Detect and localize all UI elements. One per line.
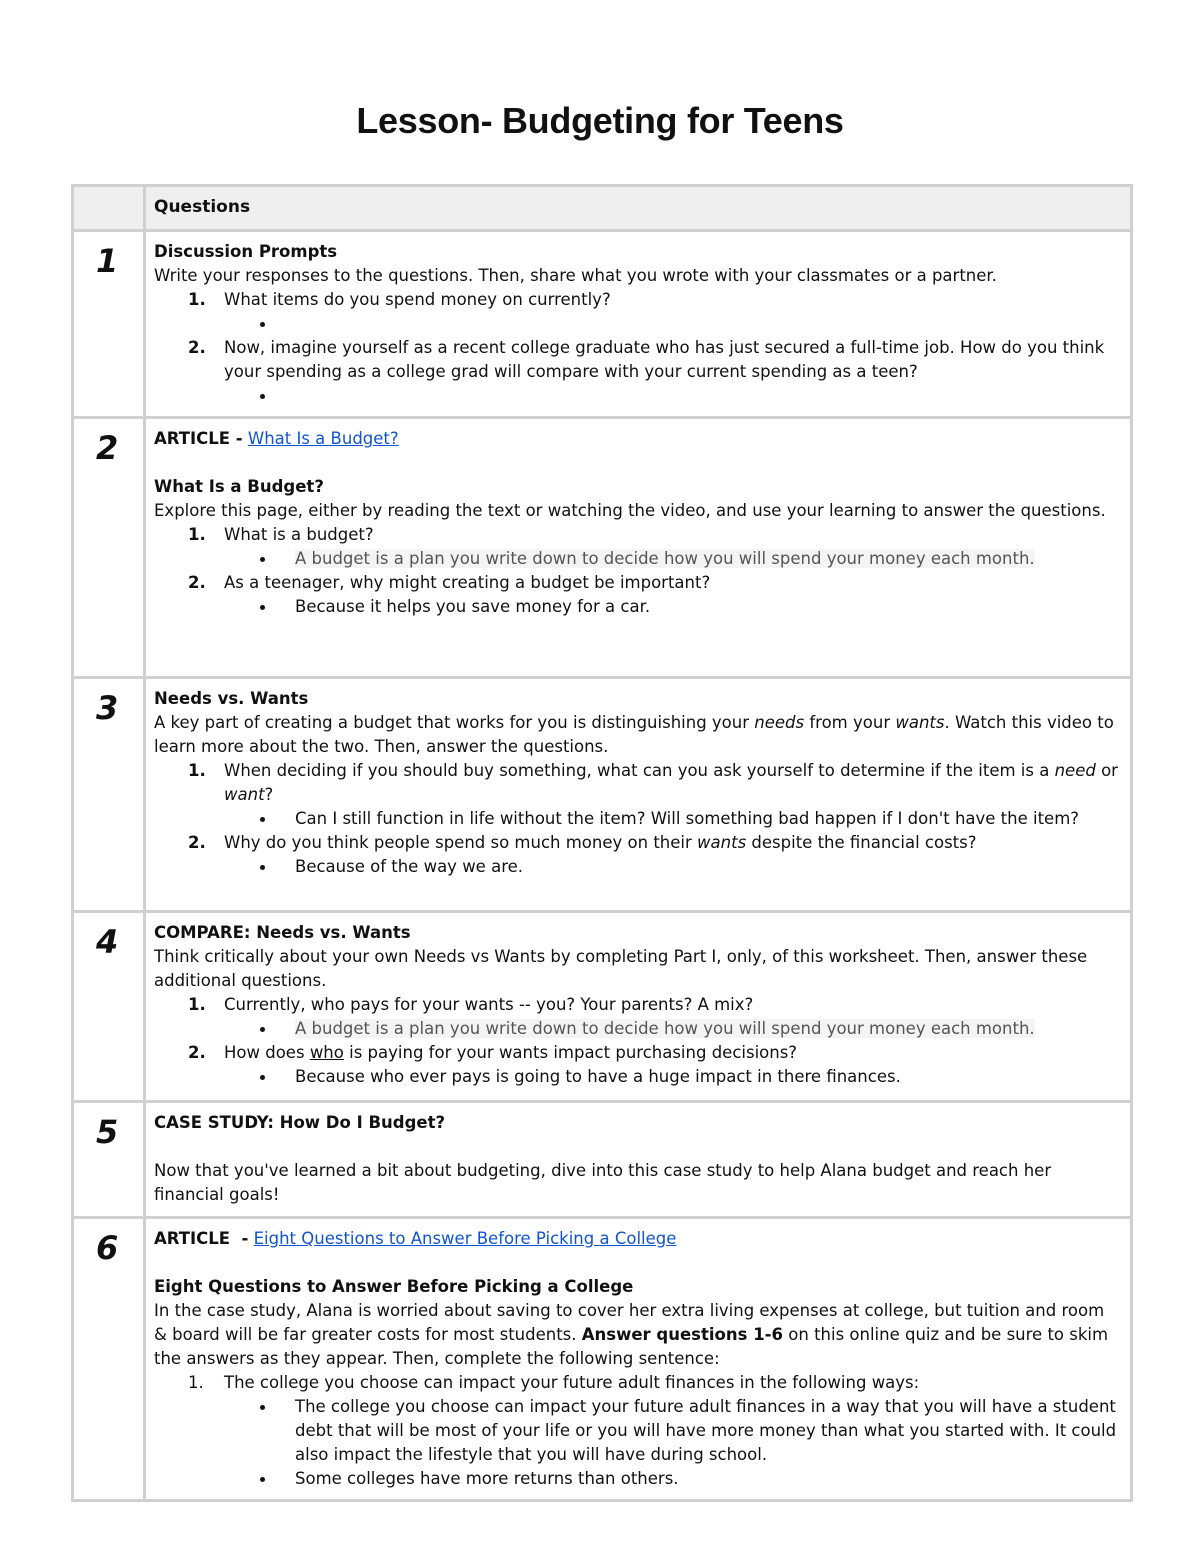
answer-text: Because of the way we are.: [295, 857, 524, 876]
row-content-cell: [145, 912, 1132, 1102]
page-title: Lesson- Budgeting for Teens: [356, 100, 844, 141]
header-number-cell: [73, 186, 145, 231]
section-intro: Think critically about your own Needs vs Wants by completing Part I, only, of this worksheet. Then, answer these additional questions.: [154, 947, 1088, 990]
row-number: 5: [96, 1113, 119, 1151]
answer-list: [224, 547, 1118, 571]
question-text: Why do you think people spend so much money on their wants despite the financial costs?: [224, 833, 977, 852]
table-header-row: [73, 186, 1132, 231]
row-content-cell: [145, 231, 1132, 418]
row-number: 6: [96, 1229, 119, 1267]
row-number-cell: [73, 1218, 145, 1501]
answer-text: Some colleges have more returns than others.: [295, 1469, 679, 1488]
question-item: 2. How does who is paying for your wants impact purchasing decisions? Because who ever pays is going to have a huge impact in there finances.: [154, 1041, 1118, 1089]
question-text: Currently, who pays for your wants -- you? Your parents? A mix?: [224, 995, 754, 1014]
question-text: Now, imagine yourself as a recent college graduate who has just secured a full-time job. How do you think your spending as a college grad will compare with your current spending as a teen?: [224, 338, 1105, 381]
row-content-cell: [145, 418, 1132, 678]
article-label: ARTICLE -: [154, 1229, 249, 1248]
answer-list: [224, 1395, 1118, 1491]
row-number: 2: [96, 429, 119, 467]
answer-list: [224, 807, 1118, 831]
question-text: What is a budget?: [224, 525, 374, 544]
lesson-table: [71, 184, 1133, 1502]
table-row: [73, 1218, 1132, 1501]
row-number-cell: [73, 418, 145, 678]
answer-list: [224, 595, 1118, 619]
question-text: What items do you spend money on currently?: [224, 290, 611, 309]
answer-list: [224, 1017, 1118, 1041]
table-row: [73, 418, 1132, 678]
question-item: 1. When deciding if you should buy something, what can you ask yourself to determine if the item is a need or want? Can I still function in life without the item? Will something bad happen if I don't have the item?: [154, 759, 1118, 831]
question-list: [154, 759, 1118, 879]
row-content-cell: [145, 1102, 1132, 1218]
row-number: 3: [96, 689, 119, 727]
section-heading: CASE STUDY: How Do I Budget?: [154, 1113, 446, 1132]
row-number-cell: [73, 678, 145, 912]
question-list: [154, 993, 1118, 1089]
answer-item[interactable]: [224, 807, 1118, 831]
section-heading: Discussion Prompts: [154, 242, 338, 261]
article-link[interactable]: What Is a Budget?: [247, 429, 399, 448]
question-list: [154, 1371, 1118, 1491]
answer-text: Because who ever pays is going to have a huge impact in there finances.: [295, 1067, 901, 1086]
section-heading: What Is a Budget?: [154, 477, 324, 496]
table-row: [73, 912, 1132, 1102]
answer-item[interactable]: [224, 1065, 1118, 1089]
answer-item[interactable]: [224, 1395, 1118, 1467]
answer-item[interactable]: [224, 595, 1118, 619]
answer-text: A budget is a plan you write down to decide how you will spend your money each month.: [295, 1019, 1035, 1038]
question-item: 1. What is a budget? A budget is a plan you write down to decide how you will spend your money each month.: [154, 523, 1118, 571]
answer-list: [224, 855, 1118, 879]
answer-item[interactable]: [224, 547, 1118, 571]
questions-header: Questions: [154, 197, 251, 217]
section-intro: Write your responses to the questions. Then, share what you wrote with your classmates or a partner.: [154, 266, 997, 285]
question-item: 2. As a teenager, why might creating a budget be important? Because it helps you save money for a car.: [154, 571, 1118, 619]
question-item: 2. Why do you think people spend so much money on their wants despite the financial costs? Because of the way we are.: [154, 831, 1118, 879]
answer-text: Can I still function in life without the item? Will something bad happen if I don't have the item?: [295, 809, 1080, 828]
answer-item[interactable]: [224, 312, 1118, 336]
article-label: ARTICLE -: [154, 429, 243, 448]
answer-list: [224, 384, 1118, 408]
row-number-cell: [73, 1102, 145, 1218]
question-item: 1. Currently, who pays for your wants -- you? Your parents? A mix? A budget is a plan you write down to decide how you will spend your money each month.: [154, 993, 1118, 1041]
table-row: [73, 1102, 1132, 1218]
table-row: [73, 231, 1132, 418]
answer-list: [224, 312, 1118, 336]
question-item: 1. The college you choose can impact your future adult finances in the following ways: The college you choose can impact your future adult finances in a way that you will have a student debt that will be most of your life or you will have more money than what you started with. It could also impact the lifestyle that you will have during school. Some colleges have more returns than others.: [154, 1371, 1118, 1491]
answer-item[interactable]: [224, 1017, 1118, 1041]
header-questions-cell: [145, 186, 1132, 231]
question-text: The college you choose can impact your future adult finances in the following ways:: [224, 1373, 920, 1392]
row-number: 4: [96, 923, 119, 961]
table-row: [73, 678, 1132, 912]
section-intro: In the case study, Alana is worried about saving to cover her extra living expenses at college, but tuition and room & board will be far greater costs for most students. Answer questions 1-6 on this online quiz and be sure to skim the answers as they appear. Then, complete the following sentence:: [154, 1301, 1109, 1368]
section-heading: COMPARE: Needs vs. Wants: [154, 923, 411, 942]
section-intro: Now that you've learned a bit about budgeting, dive into this case study to help Alana budget and reach her financial goals!: [154, 1161, 1052, 1204]
section-intro: Explore this page, either by reading the text or watching the video, and use your learning to answer the questions.: [154, 501, 1106, 520]
question-text: When deciding if you should buy something, what can you ask yourself to determine if the item is a need or want?: [224, 761, 1118, 804]
answer-text: A budget is a plan you write down to decide how you will spend your money each month.: [295, 549, 1035, 568]
answer-text: The college you choose can impact your future adult finances in a way that you will have a student debt that will be most of your life or you will have more money than what you started with. It could also impact the lifestyle that you will have during school.: [295, 1397, 1117, 1464]
question-list: [154, 523, 1118, 619]
row-content-cell: [145, 1218, 1132, 1501]
row-content-cell: [145, 678, 1132, 912]
question-text: How does who is paying for your wants impact purchasing decisions?: [224, 1043, 798, 1062]
answer-item[interactable]: [224, 1467, 1118, 1491]
answer-text: Because it helps you save money for a car.: [295, 597, 651, 616]
row-number-cell: [73, 231, 145, 418]
row-number: 1: [96, 242, 119, 280]
answer-list: [224, 1065, 1118, 1089]
question-item: 1. What items do you spend money on currently?: [154, 288, 1118, 336]
row-number-cell: [73, 912, 145, 1102]
section-intro: A key part of creating a budget that works for you is distinguishing your needs from your wants. Watch this video to learn more about the two. Then, answer the questions.: [154, 713, 1114, 756]
question-text: As a teenager, why might creating a budget be important?: [224, 573, 711, 592]
section-heading: Eight Questions to Answer Before Picking a College: [154, 1277, 634, 1296]
question-item: 2. Now, imagine yourself as a recent college graduate who has just secured a full-time job. How do you think your spending as a college grad will compare with your current spending as a teen?: [154, 336, 1118, 408]
question-list: [154, 288, 1118, 408]
answer-item[interactable]: [224, 855, 1118, 879]
section-heading: Needs vs. Wants: [154, 689, 309, 708]
article-link[interactable]: Eight Questions to Answer Before Picking a College: [253, 1229, 677, 1248]
answer-item[interactable]: [224, 384, 1118, 408]
